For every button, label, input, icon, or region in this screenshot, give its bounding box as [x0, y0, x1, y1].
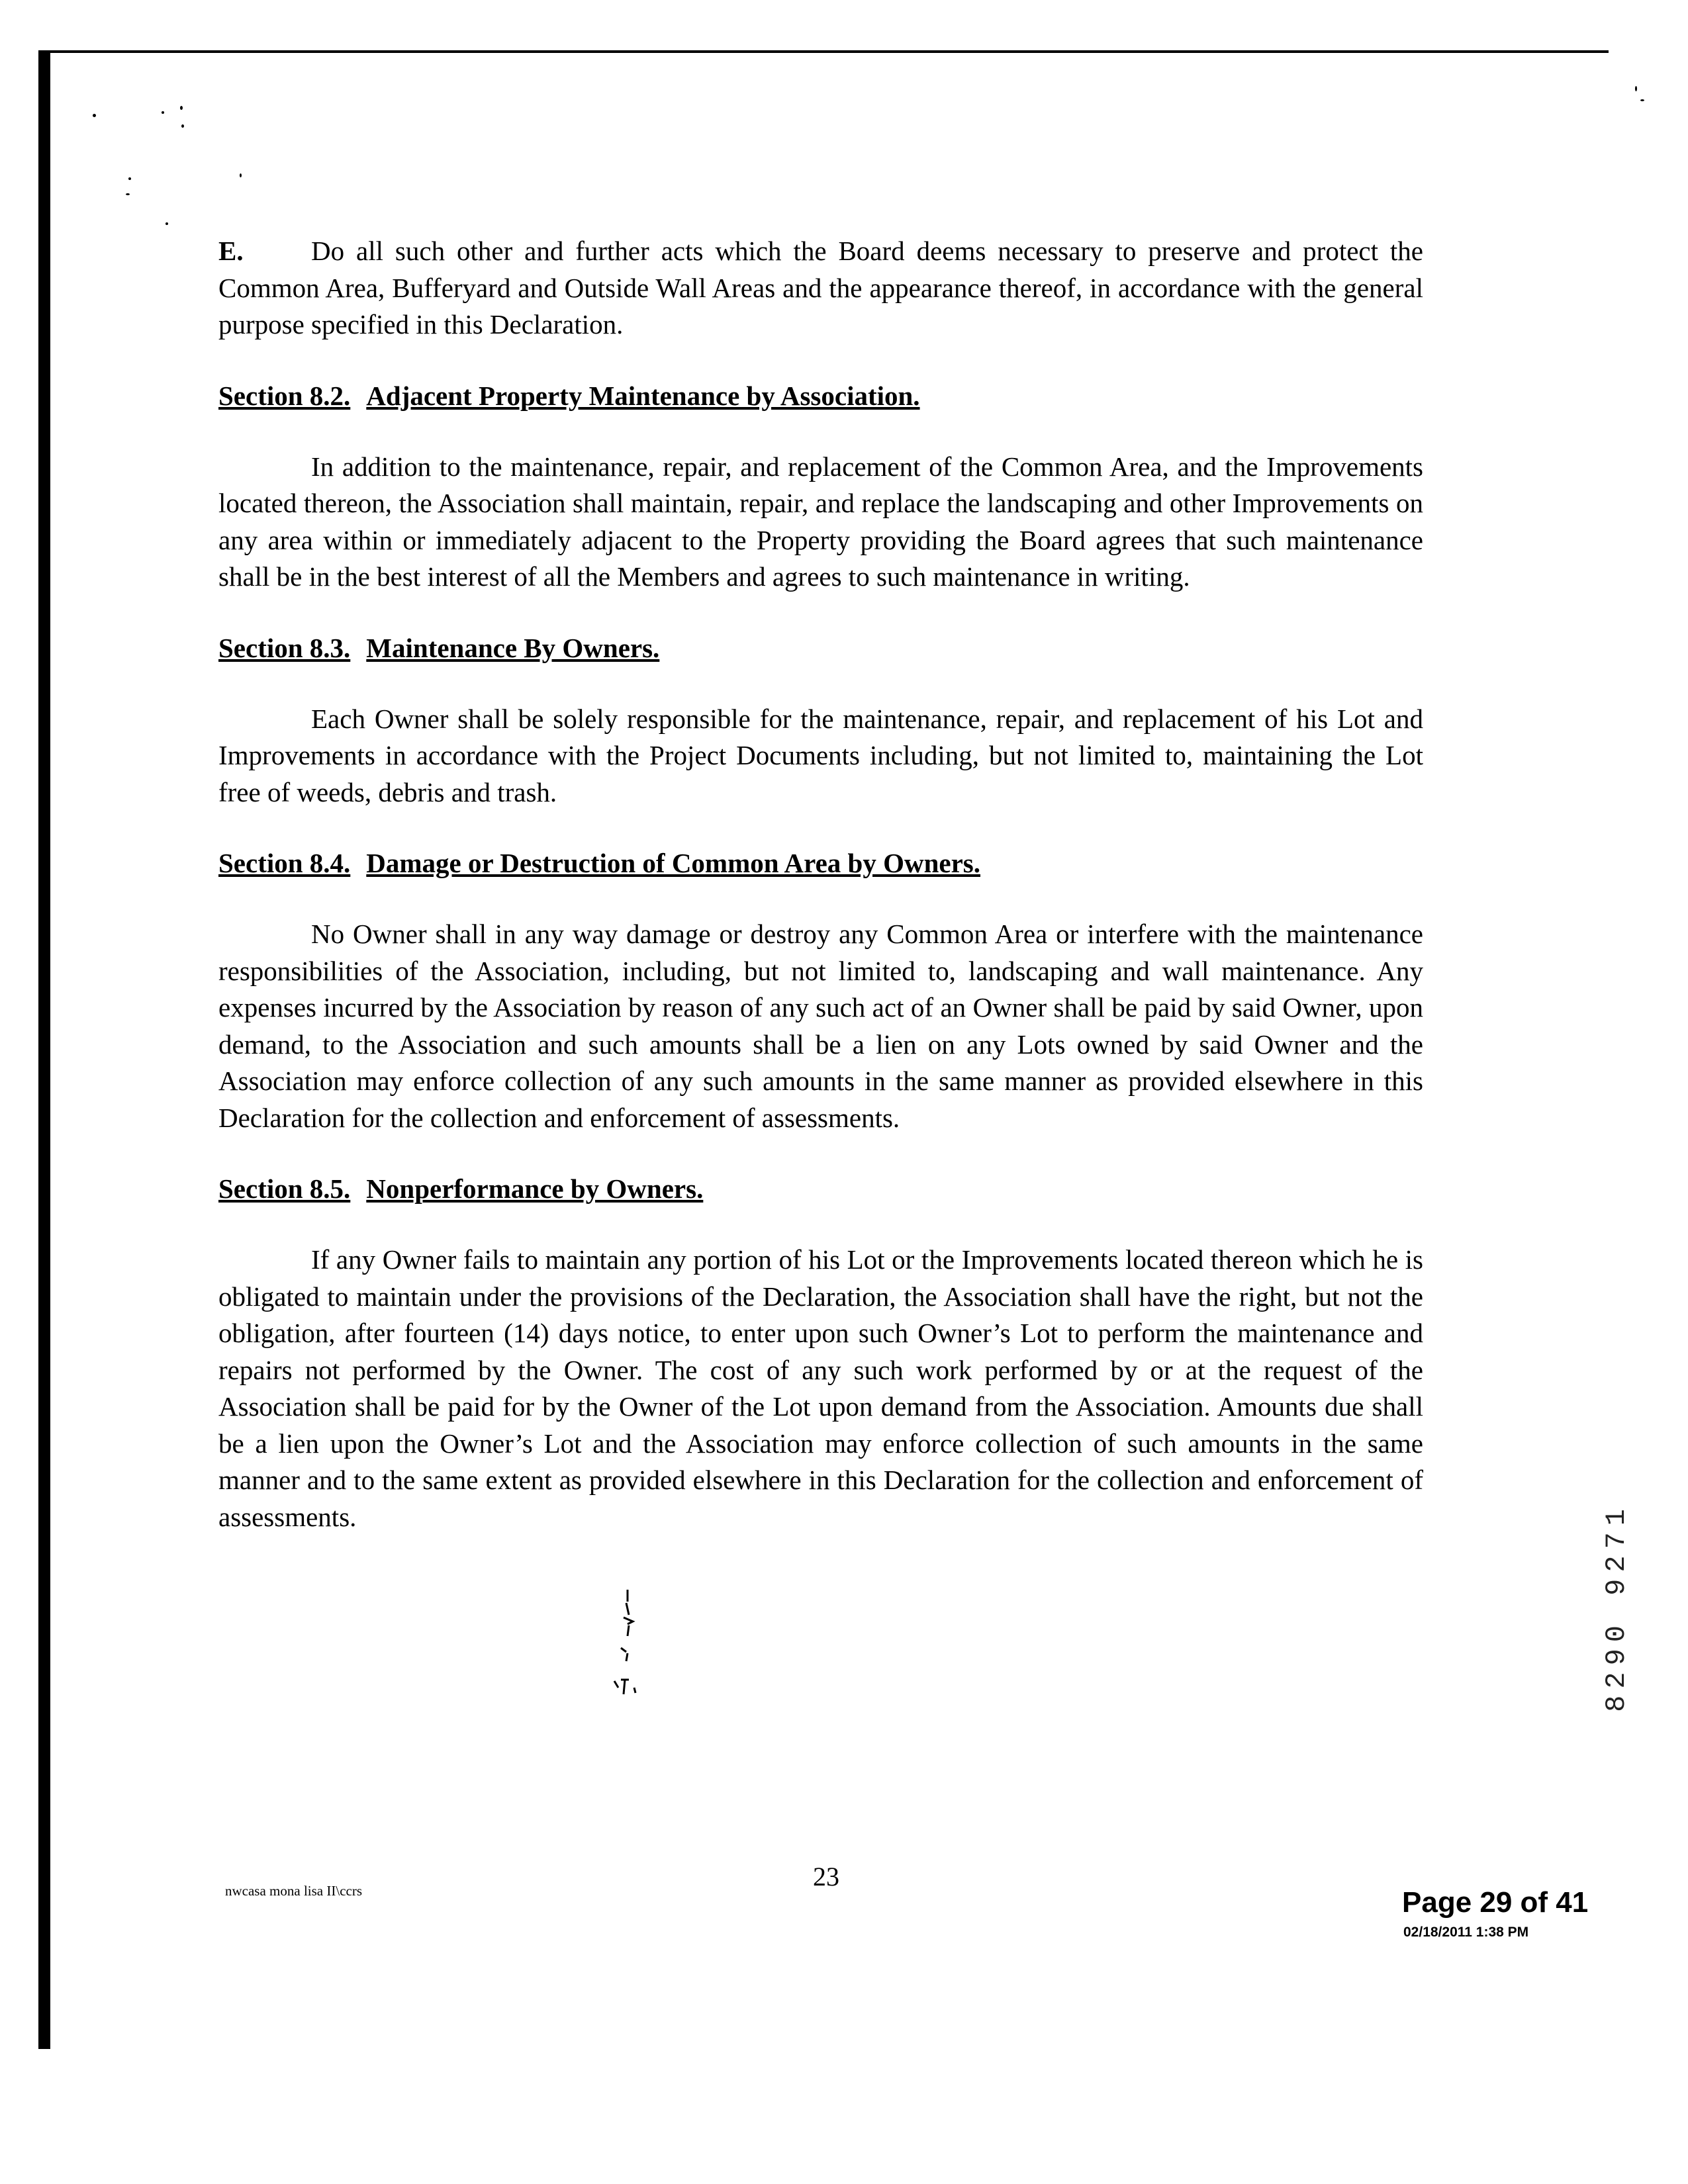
scan-speck [165, 222, 168, 225]
item-e-letter: E. [218, 236, 244, 266]
section-body: Each Owner shall be solely responsible for the maintenance, repair, and replacement of his Lot and Improvements in accordance with the Project Documents including, but not limited to, maintaining the Lot free of weeds, debris and trash. [218, 703, 1423, 807]
section-number: Section 8.2. [218, 380, 351, 411]
scan-border-left [38, 50, 50, 2049]
section-body: In addition to the maintenance, repair, and replacement of the Common Area, and the Improvements located thereon, the Association shall maintain, repair, and replace the landscaping and other Improvements on any area within or immediately adjacent to the Property providing the Board agrees that such maintenance shall be in the best interest of all the Members and agrees to such maintenance in writing. [218, 451, 1423, 592]
section-title: Maintenance By Owners. [366, 632, 660, 663]
footer-file-reference: nwcasa mona lisa II\ccrs [225, 1883, 362, 1899]
scan-speck [93, 114, 96, 117]
section-title: Nonperformance by Owners. [366, 1173, 704, 1204]
scan-artifact-mark [601, 1588, 641, 1701]
scan-speck [181, 124, 184, 128]
section-body: If any Owner fails to maintain any portion of his Lot or the Improvements located thereon which he is obligated to maintain under the provisions of the Declaration, the Association shall have the right, but not the obligation, after fourteen (14) days notice, to enter upon such Owner’s Lot to perform the maintenance and repairs not performed by the Owner. The cost of any such work performed by or at the request of the Association shall be paid for by the Owner of the Lot upon demand from the Association. Amounts due shall be a lien upon the Owner’s Lot and the Association may enforce collection of such amounts in the same manner and to the same extent as provided elsewhere in this Declaration for the collection and enforcement of assessments. [218, 1244, 1423, 1532]
scan-speck [126, 193, 130, 195]
scan-speck [1640, 99, 1644, 101]
scan-speck [240, 173, 242, 177]
scan-speck [162, 111, 164, 114]
section-number: Section 8.4. [218, 848, 351, 878]
section-title: Damage or Destruction of Common Area by Owners. [366, 848, 981, 878]
recording-stamp-page: Page 29 of 41 [1402, 1886, 1589, 1919]
scan-speck [1635, 86, 1637, 91]
scan-border-top [40, 50, 1609, 53]
section-number: Section 8.5. [218, 1173, 351, 1204]
side-instrument-number: 8290 9271 [1601, 1502, 1632, 1712]
section-title: Adjacent Property Maintenance by Association. [366, 380, 920, 411]
section-heading [218, 630, 1423, 666]
item-e-paragraph [218, 233, 1423, 343]
scan-speck [128, 177, 131, 180]
section-heading [218, 378, 1423, 414]
page-number: 23 [813, 1862, 839, 1891]
section-heading [218, 1171, 1423, 1207]
document-body [218, 233, 1423, 1535]
recording-stamp-date: 02/18/2011 1:38 PM [1403, 1925, 1529, 1940]
section-number: Section 8.3. [218, 632, 351, 663]
item-e-text: Do all such other and further acts which the Board deems necessary to preserve and protect the Common Area, Bufferyard and Outside Wall Areas and the appearance thereof, in accordance with the general purpose specified in this Declaration. [218, 236, 1423, 340]
section-body: No Owner shall in any way damage or destroy any Common Area or interfere with the maintenance responsibilities of the Association, including, but not limited to, landscaping and wall maintenance. Any expenses incurred by the Association by reason of any such act of an Owner shall be paid by said Owner, upon demand, to the Association and such amounts shall be a lien on any Lots owned by said Owner and the Association may enforce collection of any such amounts in the same manner as provided elsewhere in this Declaration for the collection and enforcement of assessments. [218, 919, 1423, 1133]
scan-speck [180, 106, 183, 110]
section-heading [218, 845, 1423, 882]
